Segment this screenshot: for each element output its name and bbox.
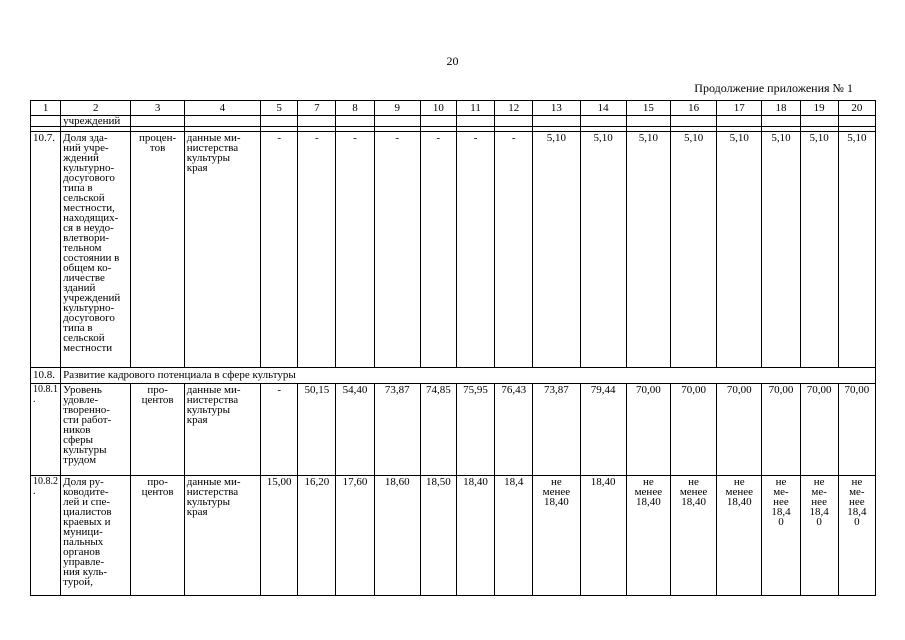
value-cell: 70,00 [717,384,762,476]
row-number: 10.8.2. [31,476,61,596]
header-cell: 18 [762,101,800,116]
section-row [31,368,876,384]
indicator-table [30,100,876,596]
value-cell: 70,00 [838,384,875,476]
value-cell: 75,95 [456,384,494,476]
header-cell: 3 [131,101,184,116]
value-cell: 70,00 [670,384,716,476]
value-cell: 18,40 [580,476,626,596]
section-number: 10.8. [31,368,61,384]
value-cell: - [298,132,336,368]
unit: процен- тов [131,132,184,368]
value-cell: 5,10 [717,132,762,368]
value-cell: - [336,132,374,368]
value-cell: не менее 18,40 [670,476,716,596]
value-cell: - [374,132,420,368]
page-number: 20 [446,54,459,68]
value-cell: 5,10 [838,132,875,368]
header-cell: 17 [717,101,762,116]
value-cell: 18,60 [374,476,420,596]
value-cell: - [495,132,533,368]
value-cell: - [261,132,298,368]
header-cell: 2 [61,101,131,116]
header-cell: 7 [298,101,336,116]
value-cell: 5,10 [533,132,580,368]
indicator-name: Уровень удовле- творенно- сти работ- ников сферы культуры трудом [61,384,131,476]
unit: про- центов [131,384,184,476]
value-cell: 74,85 [420,384,456,476]
row-number: 10.8.1. [31,384,61,476]
value-cell: 15,00 [261,476,298,596]
value-cell: 5,10 [800,132,838,368]
source: данные ми- нистерства культуры края [184,476,260,596]
header-cell: 19 [800,101,838,116]
continuation-note: Продолжение приложения № 1 [694,81,853,95]
value-cell: не менее 18,40 [626,476,670,596]
header-cell: 11 [456,101,494,116]
value-cell: - [261,384,298,476]
value-cell: 50,15 [298,384,336,476]
header-row [31,101,876,116]
value-cell: 70,00 [626,384,670,476]
value-cell: 70,00 [800,384,838,476]
value-cell: не ме- нее 18,4 0 [762,476,800,596]
value-cell: 79,44 [580,384,626,476]
header-cell: 15 [626,101,670,116]
value-cell: 17,60 [336,476,374,596]
value-cell: 73,87 [533,384,580,476]
value-cell: 5,10 [580,132,626,368]
indicator-name: Доля ру- ководите- лей и спе- циалистов краевых и муници- пальных органов управле- ния куль- турой, [61,476,131,596]
continued-row [31,116,876,127]
value-cell: - [456,132,494,368]
header-cell: 8 [336,101,374,116]
header-cell: 9 [374,101,420,116]
header-cell: 12 [495,101,533,116]
value-cell: 5,10 [626,132,670,368]
table-row [31,476,876,596]
value-cell: 18,50 [420,476,456,596]
value-cell: 18,4 [495,476,533,596]
value-cell: 73,87 [374,384,420,476]
value-cell: не ме- нее 18,4 0 [800,476,838,596]
source: данные ми- нистерства культуры края [184,384,260,476]
value-cell: 5,10 [762,132,800,368]
continued-text: учреждений [61,116,131,127]
row-number: 10.7. [31,132,61,368]
header-cell: 14 [580,101,626,116]
value-cell: не менее 18,40 [717,476,762,596]
header-cell: 13 [533,101,580,116]
table-row [31,384,876,476]
value-cell: - [420,132,456,368]
value-cell: 54,40 [336,384,374,476]
value-cell: 18,40 [456,476,494,596]
value-cell: 76,43 [495,384,533,476]
source: данные ми- нистерства культуры края [184,132,260,368]
indicator-name: Доля зда- ний учре- ждений культурно- досугового типа в сельской местности, находящих- ся в неудо- влетвори- тельном состоянии в общем ко- личестве зданий учреждений культурно- досугового типа в сельской местности [61,132,131,368]
table-row [31,132,876,368]
header-cell: 4 [184,101,260,116]
header-cell: 1 [31,101,61,116]
header-cell: 10 [420,101,456,116]
section-title: Развитие кадрового потенциала в сфере культуры [61,368,876,384]
header-cell: 16 [670,101,716,116]
value-cell: не ме- нее 18,4 0 [838,476,875,596]
unit: про- центов [131,476,184,596]
header-cell: 20 [838,101,875,116]
value-cell: не менее 18,40 [533,476,580,596]
value-cell: 70,00 [762,384,800,476]
value-cell: 5,10 [670,132,716,368]
value-cell: 16,20 [298,476,336,596]
header-cell: 5 [261,101,298,116]
